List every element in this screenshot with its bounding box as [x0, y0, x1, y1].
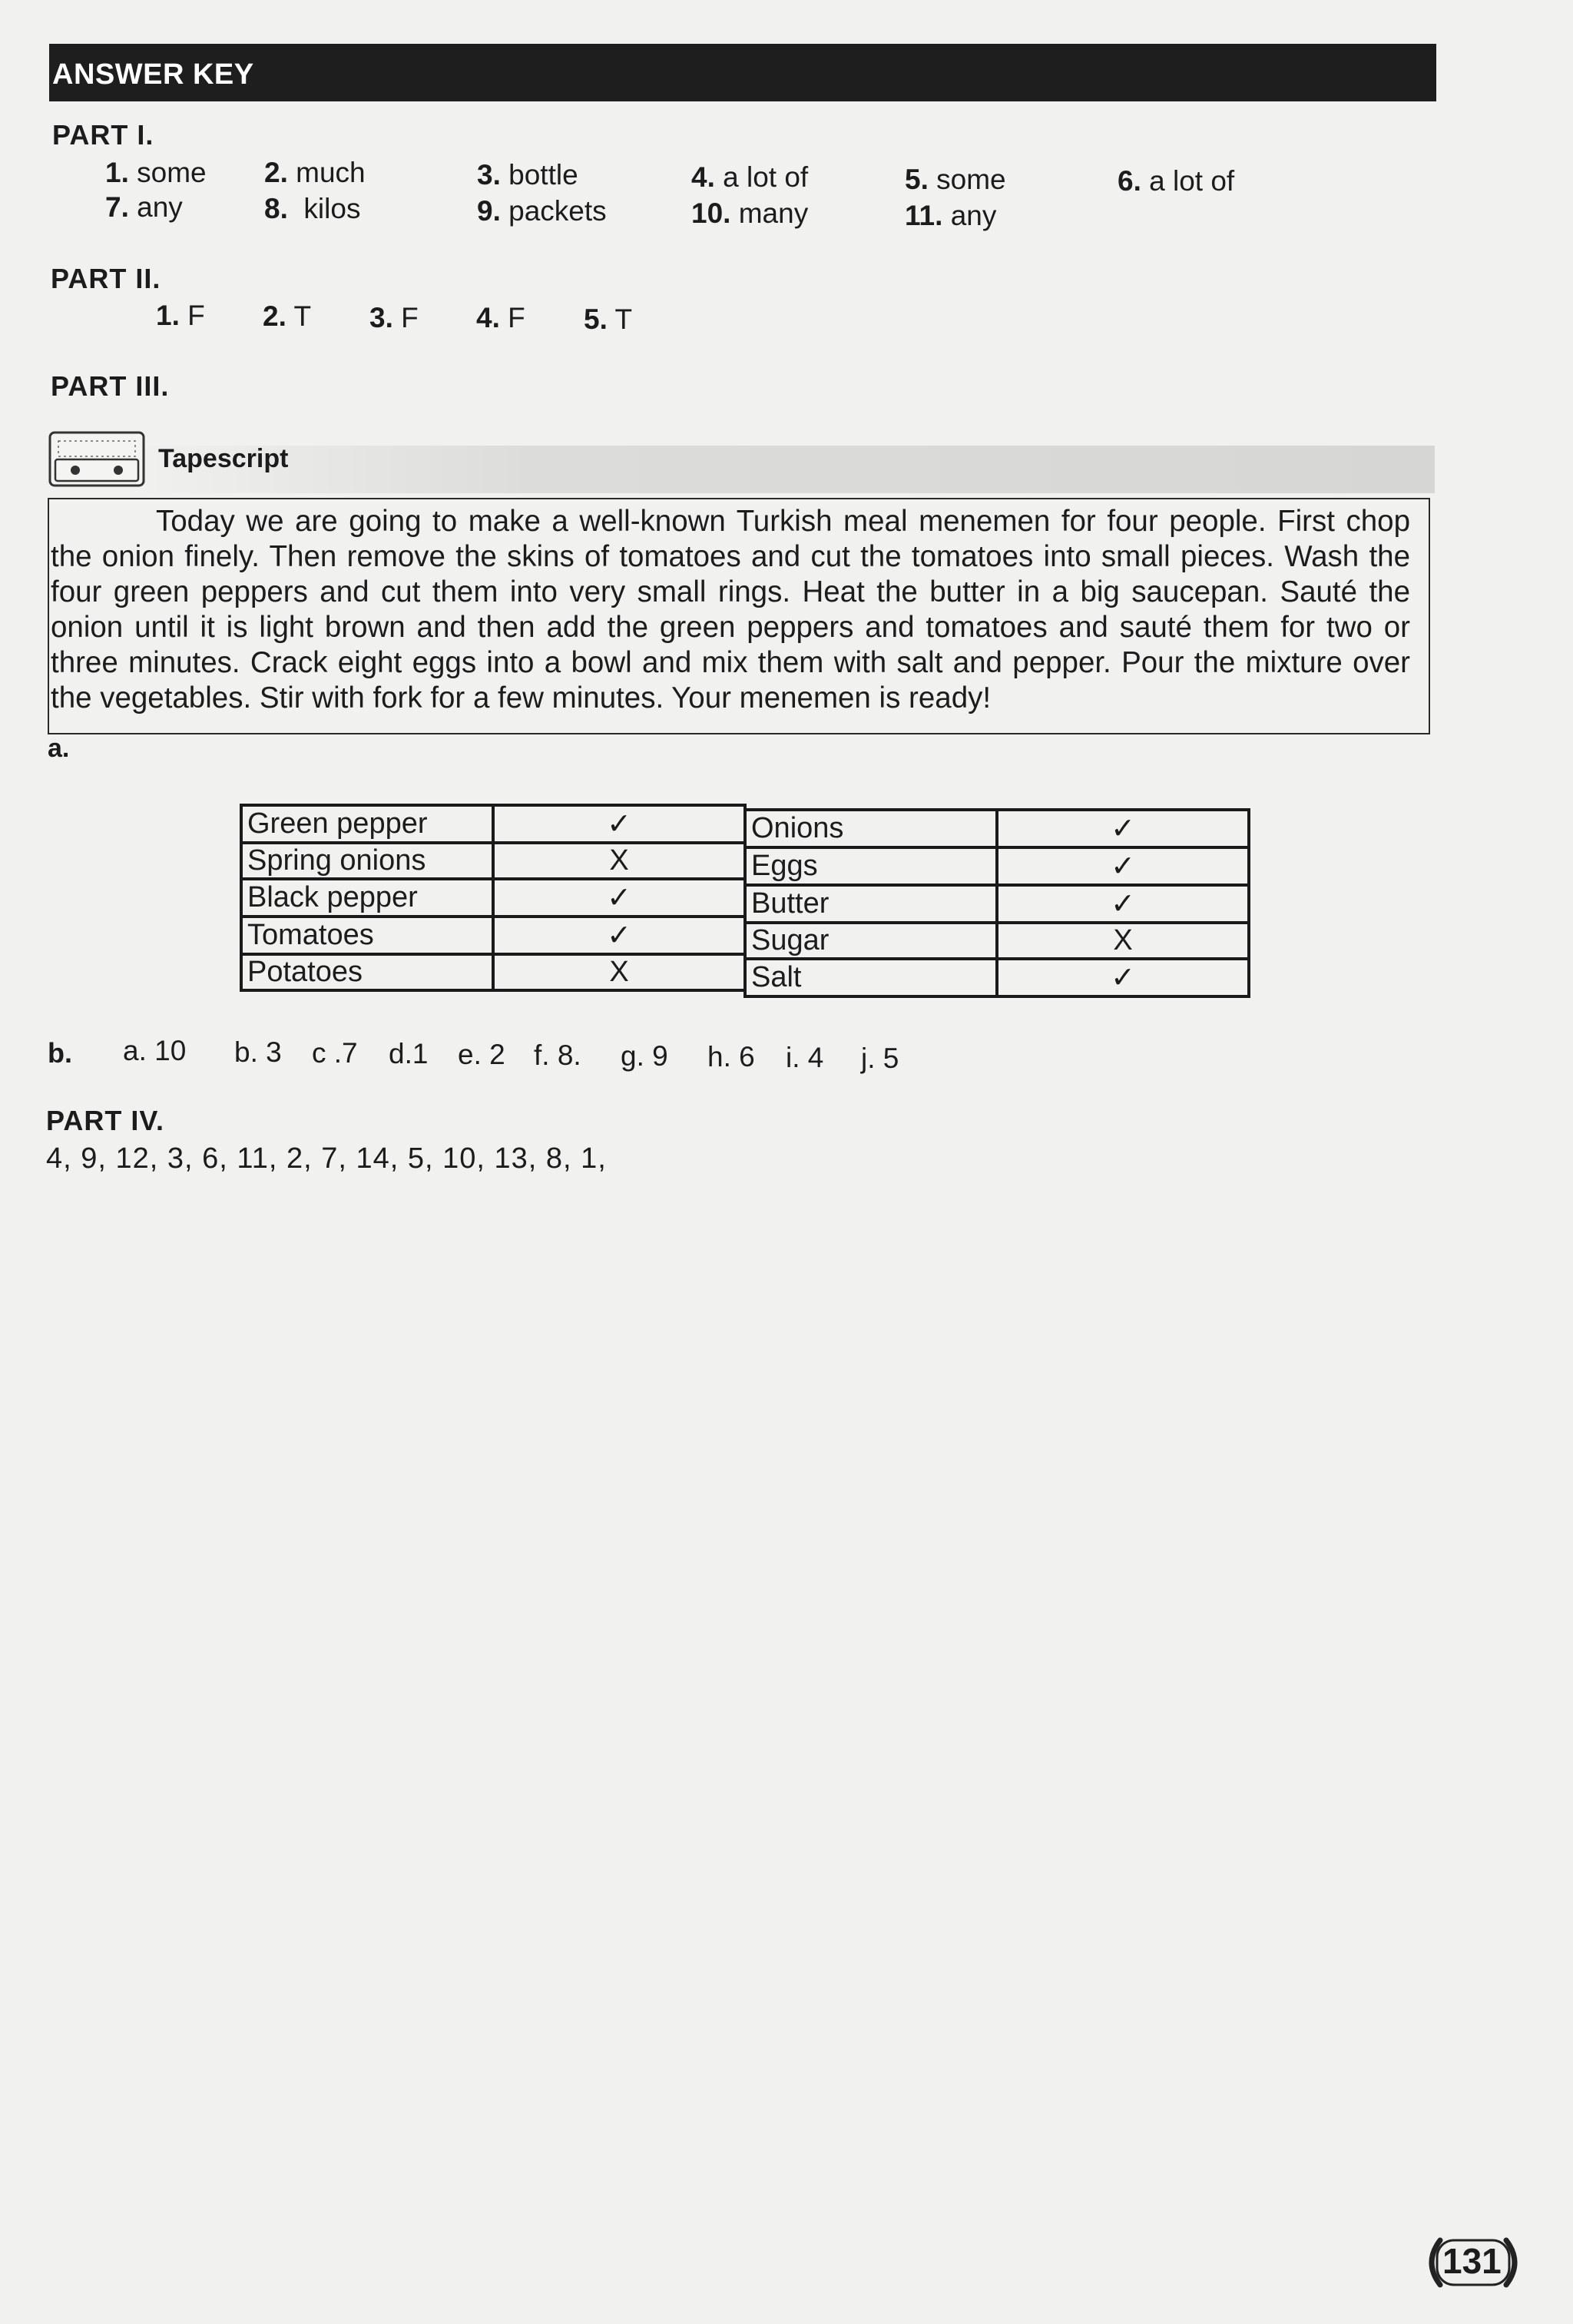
ingredient-cell: Butter — [745, 885, 997, 923]
table-row — [745, 923, 1249, 959]
ingredient-cell: Black pepper — [241, 879, 493, 917]
part3-title: PART III. — [51, 370, 170, 402]
check-mark-cell: ✓ — [997, 959, 1249, 996]
b-answer: c .7 — [312, 1037, 358, 1069]
part1-item: 4. a lot of — [691, 161, 809, 193]
ingredient-cell: Green pepper — [241, 805, 493, 843]
table-row — [241, 917, 745, 954]
table-row — [241, 879, 745, 917]
check-mark-cell: ✓ — [997, 847, 1249, 885]
table-row — [745, 810, 1249, 847]
part1-item: 8. kilos — [264, 193, 361, 224]
b-answer: h. 6 — [707, 1041, 755, 1072]
part1-item: 2. much — [264, 157, 366, 188]
b-answer: f. 8. — [534, 1039, 581, 1071]
part2-item: 5. T — [584, 303, 633, 335]
b-answer: d.1 — [389, 1038, 429, 1069]
part4-sequence: 4, 9, 12, 3, 6, 11, 2, 7, 14, 5, 10, 13, 8, 1, — [46, 1142, 607, 1175]
subsection-a-label: a. — [48, 734, 70, 763]
part1-item: 3. bottle — [477, 159, 578, 191]
check-mark-cell: ✓ — [997, 885, 1249, 923]
table-row — [745, 959, 1249, 996]
check-mark-cell: ✓ — [493, 805, 745, 843]
b-answer: i. 4 — [786, 1042, 824, 1073]
page-number: 131 — [1442, 2241, 1502, 2281]
table-row — [241, 954, 745, 990]
ingredient-cell: Eggs — [745, 847, 997, 885]
b-answer: e. 2 — [458, 1039, 505, 1070]
check-mark-cell: ✓ — [997, 810, 1249, 847]
part4-title: PART IV. — [46, 1105, 165, 1136]
b-answer: a. 10 — [123, 1035, 187, 1066]
part1-title: PART I. — [52, 119, 154, 151]
cassette-icon — [48, 430, 146, 488]
b-answer: g. 9 — [621, 1040, 668, 1072]
check-mark-cell: ✓ — [493, 917, 745, 954]
part1-item: 10. many — [691, 197, 809, 229]
table-row — [241, 843, 745, 879]
part2-item: 1. F — [156, 300, 205, 331]
check-mark-cell: ✓ — [493, 879, 745, 917]
tapescript-text: Today we are going to make a well-known Turkish meal menemen for four people. First chop the onion finely. Then remove the skins of tomatoes and cut the tomatoes into small pieces. Wash the four green peppers and cut them into very small rings. Heat the butter in a big saucepan. Sauté the onion until it is light brown and then add the green peppers and tomatoes and sauté them for two or three minutes. Crack eight eggs into a bowl and mix them with salt and pepper. Pour the mixture over the vegetables. Stir with fork for a few minutes. Your menemen is ready! — [51, 505, 1410, 714]
ingredients-table-right — [743, 808, 1250, 998]
table-row — [745, 847, 1249, 885]
check-mark-cell: X — [997, 923, 1249, 959]
header-bar — [49, 44, 1436, 101]
ingredient-cell: Tomatoes — [241, 917, 493, 954]
table-row — [745, 885, 1249, 923]
b-answer: j. 5 — [861, 1043, 899, 1074]
ingredient-cell: Sugar — [745, 923, 997, 959]
part1-item: 11. any — [905, 200, 997, 231]
ingredient-cell: Potatoes — [241, 954, 493, 990]
part1-item: 9. packets — [477, 195, 607, 227]
subsection-b-label: b. — [48, 1037, 72, 1069]
ingredient-cell: Salt — [745, 959, 997, 996]
check-mark-cell: X — [493, 954, 745, 990]
part1-item: 7. any — [105, 191, 183, 223]
part1-item: 1. some — [105, 157, 207, 188]
tapescript-label: Tapescript — [158, 444, 289, 473]
part1-item: 5. some — [905, 164, 1006, 195]
part2-title: PART II. — [51, 263, 161, 294]
part2-item: 3. F — [369, 302, 419, 333]
ingredients-table-left — [240, 804, 747, 992]
part1-item: 6. a lot of — [1118, 165, 1235, 197]
b-answer: b. 3 — [234, 1036, 282, 1068]
check-mark-cell: X — [493, 843, 745, 879]
table-row — [241, 805, 745, 843]
part2-item: 4. F — [476, 302, 525, 333]
part2-item: 2. T — [263, 300, 312, 332]
page-title: ANSWER KEY — [52, 58, 254, 91]
tapescript-header-band — [146, 446, 1435, 493]
ingredient-cell: Spring onions — [241, 843, 493, 879]
ingredient-cell: Onions — [745, 810, 997, 847]
